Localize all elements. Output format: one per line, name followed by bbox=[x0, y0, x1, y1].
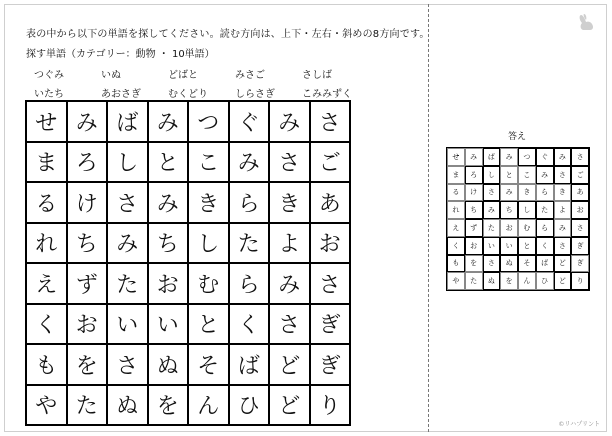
grid-cell: き bbox=[269, 182, 310, 223]
answer-cell: ぬ bbox=[500, 255, 518, 273]
answer-cell: ん bbox=[518, 272, 536, 290]
answer-cell: ぎ bbox=[571, 237, 589, 255]
answer-cell: み bbox=[500, 184, 518, 202]
answer-cell: こ bbox=[518, 166, 536, 184]
answer-cell: り bbox=[571, 272, 589, 290]
grid-cell: ひ bbox=[229, 385, 270, 426]
answer-cell: お bbox=[571, 201, 589, 219]
answer-cell: る bbox=[447, 184, 465, 202]
grid-cell: ら bbox=[229, 263, 270, 304]
grid-cell: ど bbox=[269, 344, 310, 385]
answer-grid bbox=[446, 147, 590, 291]
answer-cell: く bbox=[447, 237, 465, 255]
word-list bbox=[34, 66, 374, 100]
copyright: ©リハプリント bbox=[558, 421, 600, 428]
answer-cell: も bbox=[447, 255, 465, 273]
grid-cell: こ bbox=[188, 142, 229, 183]
cut-line-divider bbox=[428, 4, 429, 432]
answer-cell: み bbox=[483, 201, 501, 219]
grid-cell: と bbox=[148, 142, 189, 183]
grid-cell: さ bbox=[269, 304, 310, 345]
grid-cell: み bbox=[148, 101, 189, 142]
grid-cell: い bbox=[148, 304, 189, 345]
answer-cell: ま bbox=[447, 166, 465, 184]
answer-cell: み bbox=[554, 148, 572, 166]
answer-cell: よ bbox=[554, 201, 572, 219]
answer-cell: さ bbox=[571, 219, 589, 237]
answer-cell: お bbox=[465, 237, 483, 255]
grid-cell: け bbox=[67, 182, 108, 223]
answer-cell: い bbox=[500, 237, 518, 255]
grid-cell: お bbox=[148, 263, 189, 304]
grid-cell: ら bbox=[229, 182, 270, 223]
grid-cell: さ bbox=[107, 182, 148, 223]
answer-cell: ぬ bbox=[483, 272, 501, 290]
word-item: むくどり bbox=[168, 89, 208, 100]
answer-cell: さ bbox=[483, 184, 501, 202]
grid-cell: ぬ bbox=[107, 385, 148, 426]
grid-cell: そ bbox=[188, 344, 229, 385]
answer-cell: み bbox=[465, 148, 483, 166]
word-item: いぬ bbox=[101, 70, 121, 81]
answer-cell: さ bbox=[554, 166, 572, 184]
grid-cell: も bbox=[26, 344, 67, 385]
answer-cell: せ bbox=[447, 148, 465, 166]
answer-cell: ら bbox=[536, 184, 554, 202]
answer-cell: ら bbox=[536, 219, 554, 237]
grid-cell: え bbox=[26, 263, 67, 304]
grid-cell: む bbox=[188, 263, 229, 304]
grid-cell: ご bbox=[310, 142, 351, 183]
word-list-heading: 探す単語（カテゴリー：動物 ・ 10単語） bbox=[26, 49, 215, 60]
grid-cell: れ bbox=[26, 223, 67, 264]
answer-cell: を bbox=[465, 255, 483, 273]
answer-cell: み bbox=[554, 219, 572, 237]
answer-cell: た bbox=[536, 201, 554, 219]
answer-cell: ち bbox=[465, 201, 483, 219]
grid-cell: み bbox=[148, 182, 189, 223]
grid-cell: ろ bbox=[67, 142, 108, 183]
grid-cell: さ bbox=[269, 142, 310, 183]
answer-cell: を bbox=[500, 272, 518, 290]
word-item: あおさぎ bbox=[101, 89, 141, 100]
grid-cell: お bbox=[67, 304, 108, 345]
grid-cell: た bbox=[67, 385, 108, 426]
grid-cell: く bbox=[229, 304, 270, 345]
answer-cell: し bbox=[518, 201, 536, 219]
grid-cell: さ bbox=[310, 101, 351, 142]
answer-cell: と bbox=[500, 166, 518, 184]
answer-cell: さ bbox=[483, 255, 501, 273]
grid-cell: さ bbox=[310, 263, 351, 304]
answer-cell: れ bbox=[447, 201, 465, 219]
answer-cell: と bbox=[518, 237, 536, 255]
grid-cell: ぐ bbox=[229, 101, 270, 142]
grid-cell: み bbox=[229, 142, 270, 183]
instructions: 表の中から以下の単語を探してください。読む方向は、上下・左右・斜めの8方向です。 bbox=[26, 29, 430, 40]
answer-cell: つ bbox=[518, 148, 536, 166]
grid-cell: み bbox=[269, 263, 310, 304]
answer-cell: み bbox=[536, 166, 554, 184]
grid-cell: つ bbox=[188, 101, 229, 142]
answer-cell: あ bbox=[571, 184, 589, 202]
answer-cell: そ bbox=[518, 255, 536, 273]
grid-cell: さ bbox=[107, 344, 148, 385]
grid-cell: ば bbox=[229, 344, 270, 385]
word-item: こみみずく bbox=[302, 89, 352, 100]
grid-cell: み bbox=[67, 101, 108, 142]
word-item: いたち bbox=[34, 89, 64, 100]
answer-cell: ぎ bbox=[571, 255, 589, 273]
answer-cell: き bbox=[554, 184, 572, 202]
grid-cell: と bbox=[188, 304, 229, 345]
grid-cell: き bbox=[188, 182, 229, 223]
answer-cell: さ bbox=[554, 237, 572, 255]
answer-cell: ぐ bbox=[536, 148, 554, 166]
word-item: しらさぎ bbox=[235, 89, 275, 100]
answer-cell: き bbox=[518, 184, 536, 202]
grid-cell: ば bbox=[107, 101, 148, 142]
answer-cell: く bbox=[536, 237, 554, 255]
grid-cell: あ bbox=[310, 182, 351, 223]
grid-cell: せ bbox=[26, 101, 67, 142]
rabbit-icon bbox=[575, 12, 597, 34]
grid-cell: ぎ bbox=[310, 344, 351, 385]
answer-cell: ば bbox=[536, 255, 554, 273]
answer-cell: け bbox=[465, 184, 483, 202]
answer-cell: た bbox=[465, 272, 483, 290]
answer-cell: さ bbox=[571, 148, 589, 166]
answer-cell: ひ bbox=[536, 272, 554, 290]
grid-cell: み bbox=[107, 223, 148, 264]
answer-cell: い bbox=[483, 237, 501, 255]
grid-cell: ち bbox=[67, 223, 108, 264]
grid-cell: を bbox=[148, 385, 189, 426]
answer-cell: お bbox=[500, 219, 518, 237]
answer-cell: ど bbox=[554, 272, 572, 290]
grid-cell: お bbox=[310, 223, 351, 264]
grid-cell: ん bbox=[188, 385, 229, 426]
grid-cell: ぎ bbox=[310, 304, 351, 345]
grid-cell: を bbox=[67, 344, 108, 385]
grid-cell: し bbox=[107, 142, 148, 183]
answer-cell: み bbox=[500, 148, 518, 166]
word-item: さしば bbox=[302, 70, 332, 81]
answer-cell: た bbox=[483, 219, 501, 237]
grid-cell: い bbox=[107, 304, 148, 345]
grid-cell: く bbox=[26, 304, 67, 345]
answer-cell: ご bbox=[571, 166, 589, 184]
answer-cell: や bbox=[447, 272, 465, 290]
grid-cell: み bbox=[269, 101, 310, 142]
answer-cell: ず bbox=[465, 219, 483, 237]
grid-cell: よ bbox=[269, 223, 310, 264]
grid-cell: し bbox=[188, 223, 229, 264]
answer-cell: ろ bbox=[465, 166, 483, 184]
grid-cell: ず bbox=[67, 263, 108, 304]
answer-cell: ば bbox=[483, 148, 501, 166]
word-item: みさご bbox=[235, 70, 265, 81]
grid-cell: る bbox=[26, 182, 67, 223]
answer-cell: し bbox=[483, 166, 501, 184]
answer-cell: ど bbox=[554, 255, 572, 273]
grid-cell: ど bbox=[269, 385, 310, 426]
word-item: どばと bbox=[168, 70, 198, 81]
answer-cell: む bbox=[518, 219, 536, 237]
puzzle-grid bbox=[25, 100, 351, 426]
grid-cell: た bbox=[107, 263, 148, 304]
grid-cell: り bbox=[310, 385, 351, 426]
answer-title: 答え bbox=[507, 132, 526, 142]
answer-cell: え bbox=[447, 219, 465, 237]
word-item: つぐみ bbox=[34, 70, 64, 81]
answer-cell: ち bbox=[500, 201, 518, 219]
grid-cell: ぬ bbox=[148, 344, 189, 385]
grid-cell: た bbox=[229, 223, 270, 264]
grid-cell: ち bbox=[148, 223, 189, 264]
grid-cell: ま bbox=[26, 142, 67, 183]
grid-cell: や bbox=[26, 385, 67, 426]
